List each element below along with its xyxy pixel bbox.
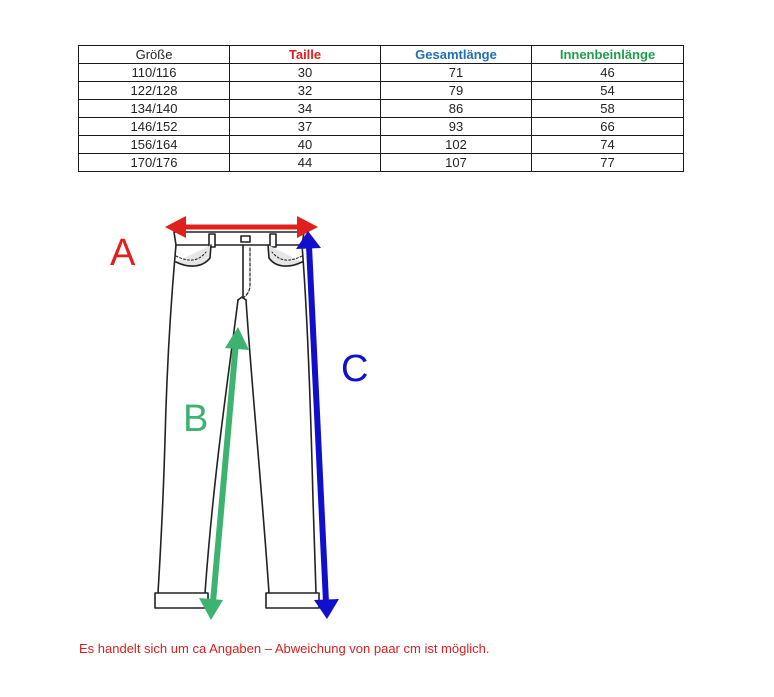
cell-innenbeinlaenge: 74 — [532, 136, 684, 154]
label-a: A — [110, 232, 136, 274]
cell-innenbeinlaenge: 46 — [532, 64, 684, 82]
cell-innenbeinlaenge: 66 — [532, 118, 684, 136]
cell-innenbeinlaenge: 54 — [532, 82, 684, 100]
cell-size: 110/116 — [79, 64, 230, 82]
disclaimer-note: Es handelt sich um ca Angaben – Abweichung von paar cm ist möglich. — [79, 641, 490, 656]
cell-taille: 34 — [230, 100, 381, 118]
cell-taille: 32 — [230, 82, 381, 100]
cell-size: 146/152 — [79, 118, 230, 136]
cell-gesamtlaenge: 86 — [381, 100, 532, 118]
label-b: B — [183, 398, 209, 440]
cell-size: 122/128 — [79, 82, 230, 100]
arrow-c-icon — [296, 231, 339, 619]
header-taille: Taille — [230, 46, 381, 64]
cell-gesamtlaenge: 107 — [381, 154, 532, 172]
cell-gesamtlaenge: 71 — [381, 64, 532, 82]
header-groesse: Größe — [79, 46, 230, 64]
cell-taille: 44 — [230, 154, 381, 172]
cell-innenbeinlaenge: 77 — [532, 154, 684, 172]
cell-innenbeinlaenge: 58 — [532, 100, 684, 118]
cell-size: 134/140 — [79, 100, 230, 118]
label-c: C — [341, 348, 369, 390]
cell-taille: 30 — [230, 64, 381, 82]
cell-taille: 40 — [230, 136, 381, 154]
cell-size: 156/164 — [79, 136, 230, 154]
cell-gesamtlaenge: 93 — [381, 118, 532, 136]
cell-taille: 37 — [230, 118, 381, 136]
header-gesamtlaenge: Gesamtlänge — [381, 46, 532, 64]
pants-outline — [155, 232, 319, 608]
cell-size: 170/176 — [79, 154, 230, 172]
cell-gesamtlaenge: 102 — [381, 136, 532, 154]
header-innenbeinlaenge: Innenbeinlänge — [532, 46, 684, 64]
cell-gesamtlaenge: 79 — [381, 82, 532, 100]
